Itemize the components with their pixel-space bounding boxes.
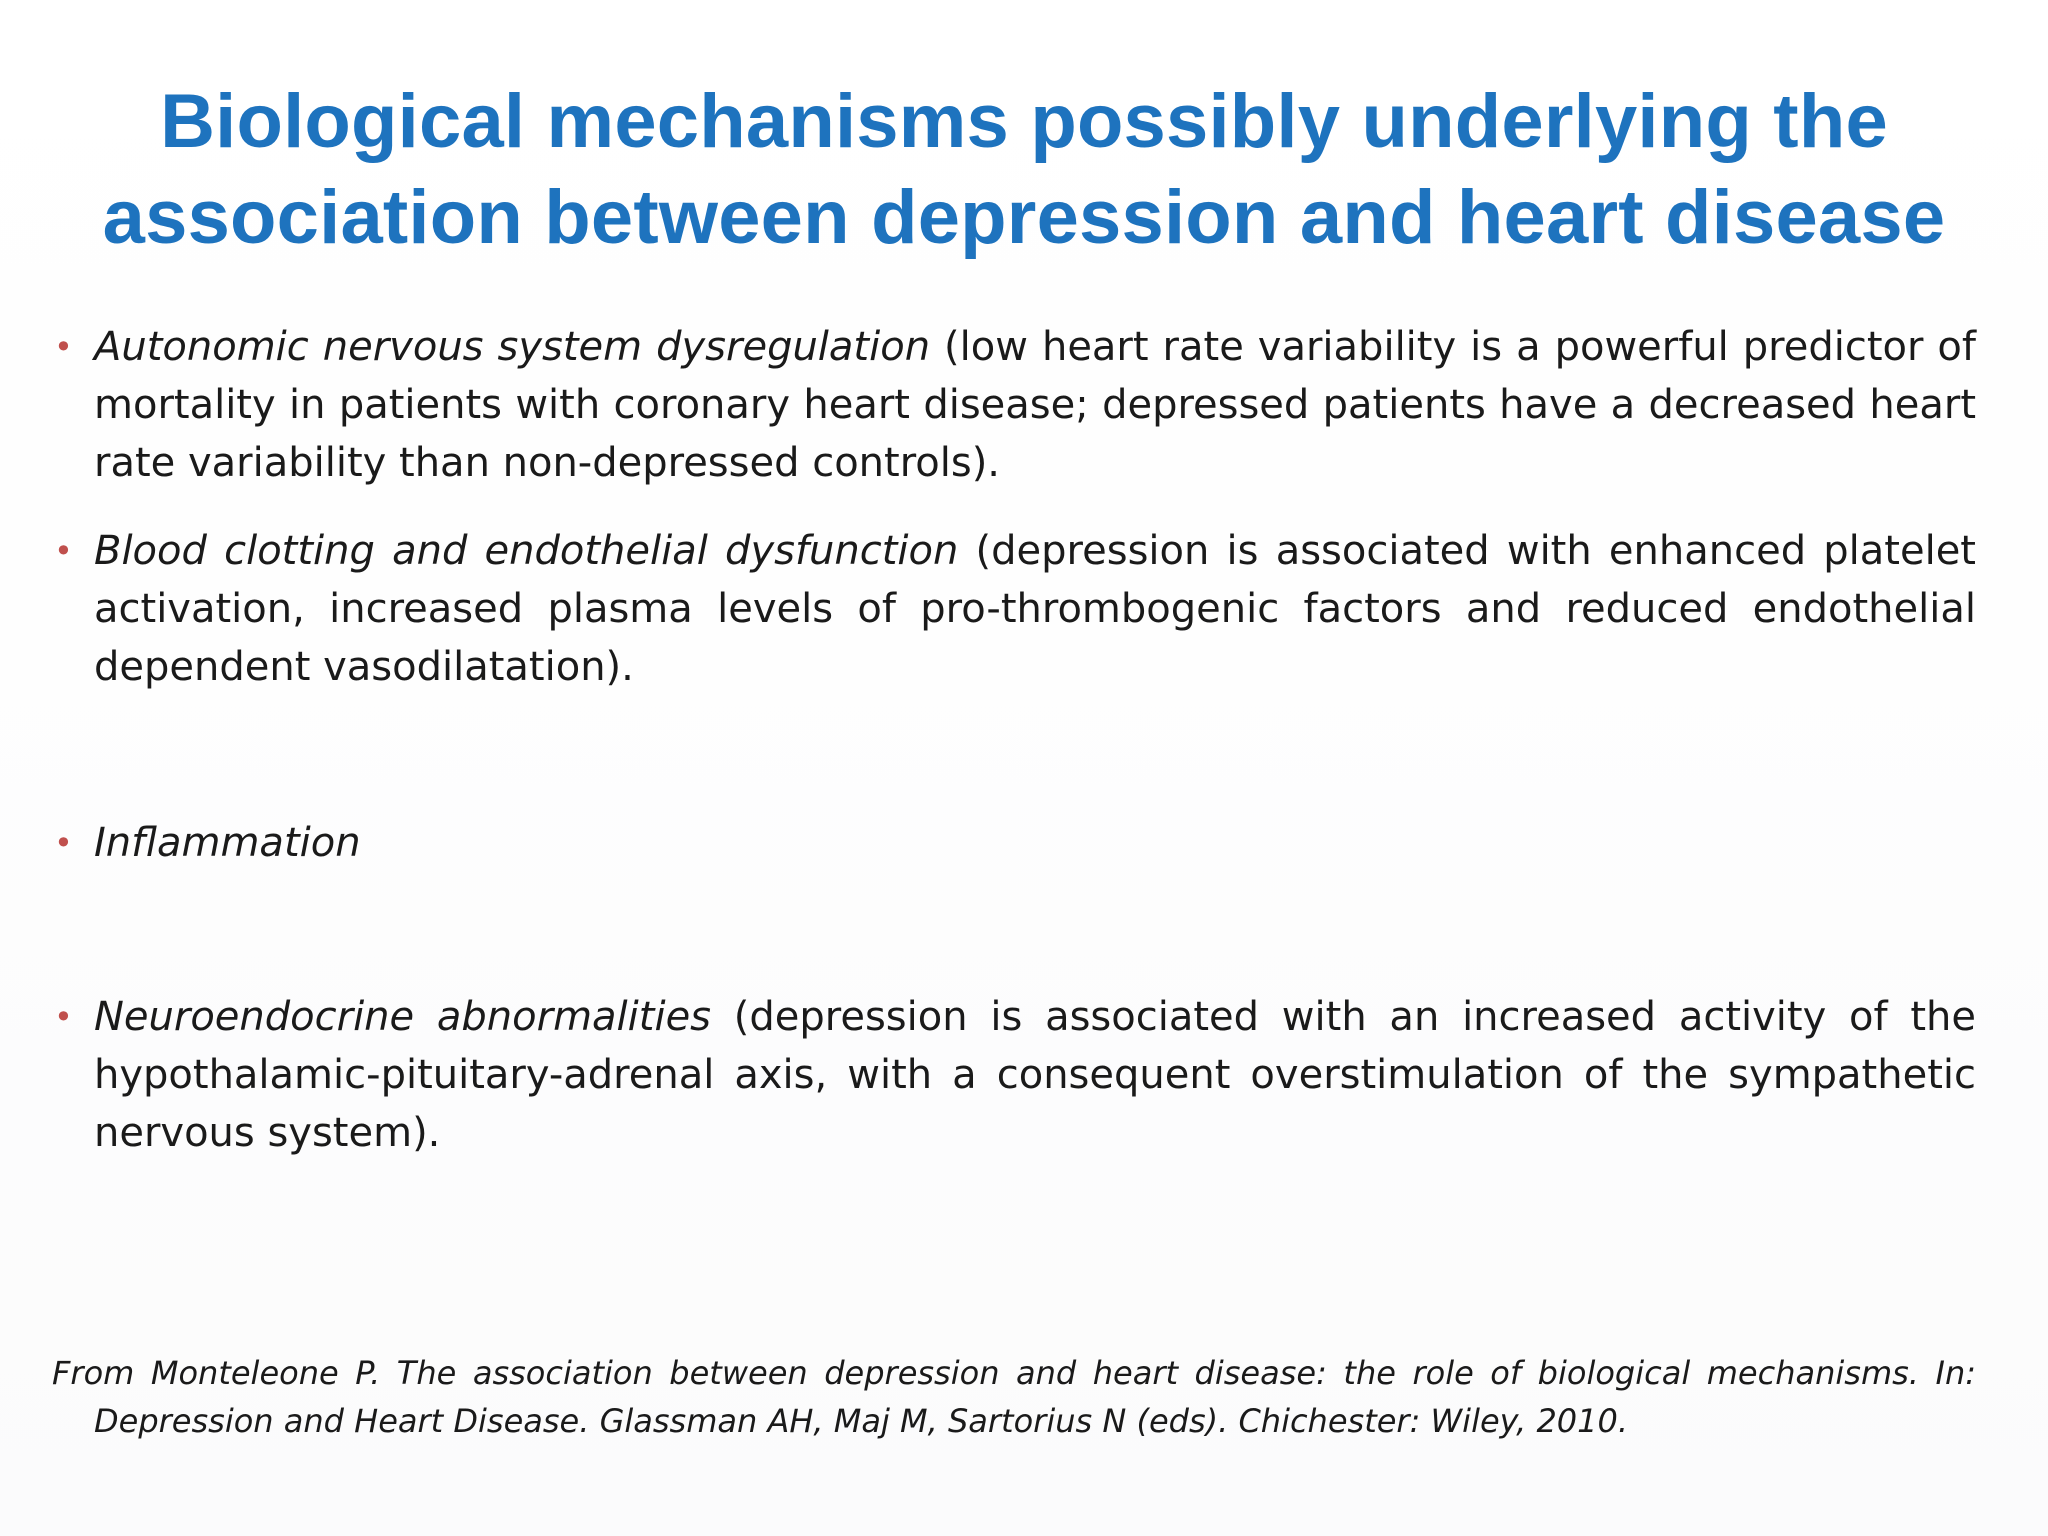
mechanism-term: Blood clotting and endothelial dysfunction: [94, 528, 959, 574]
mechanism-term: Neuroendocrine abnormalities: [94, 994, 712, 1040]
mechanism-term: Inflammation: [94, 820, 361, 866]
mechanism-item-autonomic: [52, 318, 1976, 492]
mechanism-description: (depression is associated with an increased activity of the hypothalamic-pituitary-adrenal axis, with a consequent overstimulation of the sympathetic nervous system).: [94, 994, 1976, 1156]
mechanism-item-blood-clotting: [52, 522, 1976, 696]
mechanism-description: (low heart rate variability is a powerful predictor of mortality in patients with coronary heart disease; depressed patients have a decreased heart rate variability than non-depressed controls).: [94, 324, 1976, 486]
slide-title: Biological mechanisms possibly underlying the association between depression and heart disease: [102, 79, 1946, 260]
reference-citation: From Monteleone P. The association between depression and heart disease: the role of biological mechanisms. In: Depression and Heart Disease. Glassman AH, Maj M, Sartorius N (eds). Chichester: Wiley, 2010.: [52, 1354, 1976, 1440]
mechanism-item-inflammation: [52, 814, 1976, 872]
mechanism-description: (depression is associated with enhanced platelet activation, increased plasma levels of pro-thrombogenic factors and reduced endothelial dependent vasodilatation).: [94, 528, 1976, 690]
mechanism-term: Autonomic nervous system dysregulation: [94, 324, 931, 370]
mechanism-item-neuroendocrine: [52, 988, 1976, 1162]
